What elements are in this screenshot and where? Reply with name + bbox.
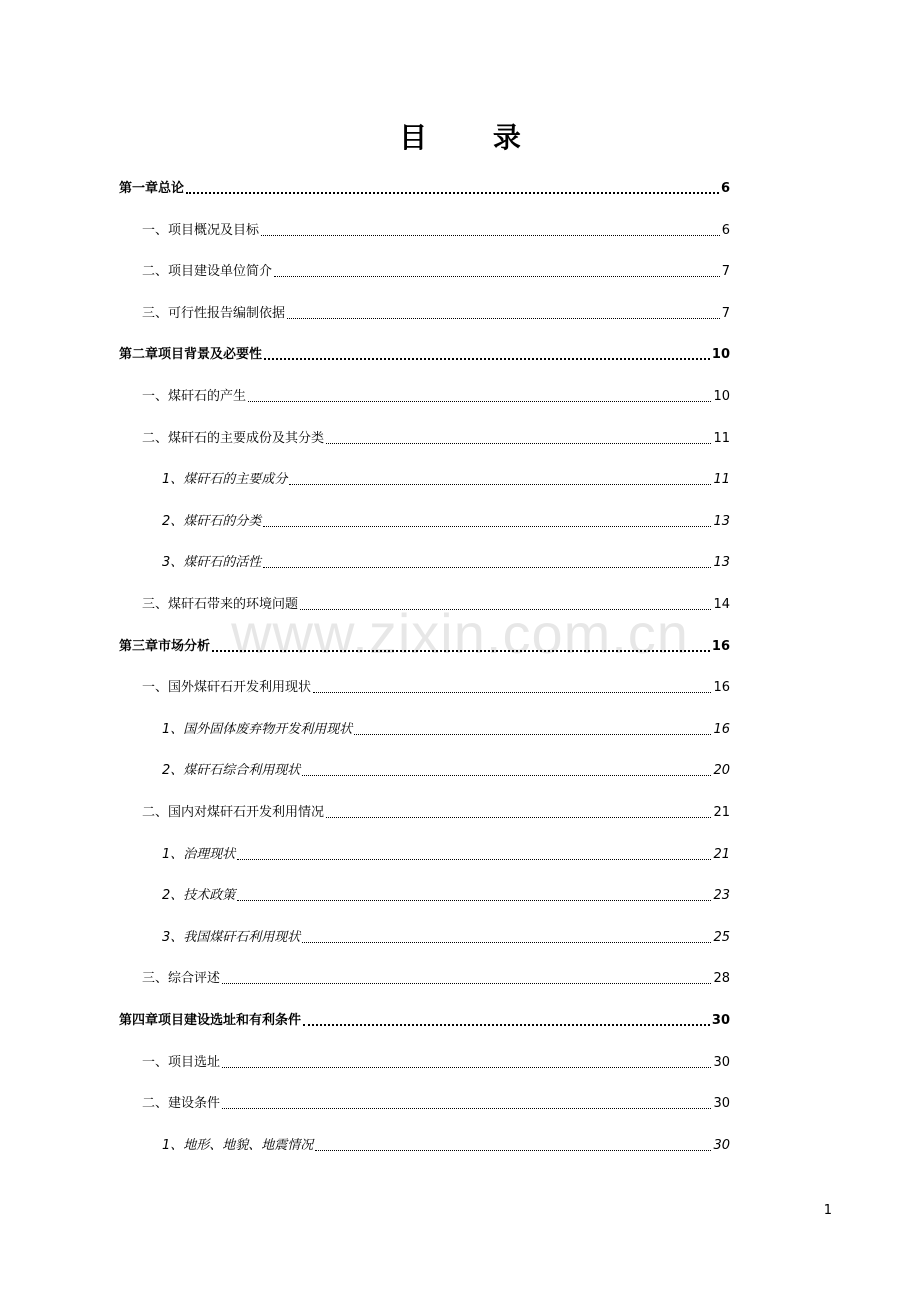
toc-entry-page: 7 bbox=[721, 264, 730, 280]
toc-entry-page: 11 bbox=[713, 430, 730, 446]
dot-leader bbox=[248, 401, 711, 402]
toc-entry-label: 2、技术政策 bbox=[162, 888, 236, 904]
toc-entry[interactable] bbox=[142, 675, 730, 697]
dot-leader bbox=[287, 318, 720, 319]
toc-entry-label: 1、地形、地貌、地震情况 bbox=[162, 1137, 314, 1153]
toc-entry[interactable] bbox=[162, 717, 730, 739]
dot-leader bbox=[186, 192, 719, 194]
toc-entry[interactable] bbox=[162, 883, 730, 905]
toc-entry-label: 一、煤矸石的产生 bbox=[142, 389, 247, 404]
dot-leader bbox=[212, 650, 710, 652]
toc-entry-page: 20 bbox=[713, 763, 730, 779]
dot-leader bbox=[274, 276, 720, 277]
dot-leader bbox=[222, 983, 711, 984]
toc-entry-label: 2、煤矸石综合利用现状 bbox=[162, 763, 301, 779]
toc-entry-label: 1、煤矸石的主要成分 bbox=[162, 472, 288, 488]
dot-leader bbox=[313, 692, 711, 693]
dot-leader bbox=[354, 734, 711, 735]
dot-leader bbox=[302, 942, 711, 943]
watermark: www.zixin.com.cn bbox=[231, 602, 689, 665]
toc-entry-page: 13 bbox=[713, 555, 730, 571]
toc-entry-page: 30 bbox=[713, 1096, 730, 1112]
toc-entry-label: 二、煤矸石的主要成份及其分类 bbox=[142, 430, 325, 446]
toc-entry[interactable] bbox=[162, 758, 730, 780]
toc-entry-page: 16 bbox=[711, 638, 730, 654]
toc-entry-label: 1、国外固体废弃物开发利用现状 bbox=[162, 721, 353, 737]
toc-entry-page: 30 bbox=[713, 1137, 730, 1153]
toc-entry-page: 25 bbox=[713, 929, 730, 945]
toc-entry-label: 二、国内对煤矸石开发利用情况 bbox=[142, 805, 325, 820]
page-number: 1 bbox=[823, 1203, 832, 1218]
toc-entry-page: 7 bbox=[721, 305, 730, 321]
dot-leader bbox=[326, 817, 711, 818]
dot-leader bbox=[222, 1067, 711, 1068]
toc-entry-page: 16 bbox=[713, 721, 730, 737]
toc-entry[interactable] bbox=[142, 218, 730, 240]
toc-entry-label: 第三章市场分析 bbox=[119, 638, 211, 654]
toc-entry-page: 21 bbox=[713, 805, 730, 820]
dot-leader bbox=[264, 358, 710, 360]
toc-entry-label: 三、可行性报告编制依据 bbox=[142, 305, 286, 321]
dot-leader bbox=[263, 526, 711, 527]
toc-entry-label: 第一章总论 bbox=[119, 181, 185, 196]
dot-leader bbox=[261, 235, 720, 236]
dot-leader bbox=[222, 1108, 711, 1109]
toc-entry-label: 第四章项目建设选址和有利条件 bbox=[119, 1013, 302, 1028]
toc-entry[interactable] bbox=[142, 1091, 730, 1113]
toc-entry[interactable] bbox=[142, 800, 730, 822]
toc-entry[interactable] bbox=[142, 301, 730, 323]
toc-entry-label: 一、项目选址 bbox=[142, 1054, 221, 1070]
toc-entry[interactable] bbox=[162, 550, 730, 572]
toc-entry[interactable] bbox=[119, 634, 730, 656]
toc-entry-label: 二、项目建设单位简介 bbox=[142, 264, 273, 280]
toc-entry-page: 14 bbox=[713, 597, 730, 612]
toc-entry[interactable] bbox=[119, 1008, 730, 1030]
dot-leader bbox=[300, 609, 711, 610]
toc-entry[interactable] bbox=[162, 925, 730, 947]
dot-leader bbox=[303, 1024, 710, 1026]
toc-entry[interactable] bbox=[162, 509, 730, 531]
toc-entry-page: 10 bbox=[711, 347, 730, 363]
toc-entry-page: 21 bbox=[713, 846, 730, 862]
toc-entry-label: 3、煤矸石的活性 bbox=[162, 555, 262, 571]
toc-entry[interactable] bbox=[142, 592, 730, 614]
toc-entry-label: 三、综合评述 bbox=[142, 971, 221, 987]
toc-entry-label: 3、我国煤矸石利用现状 bbox=[162, 929, 301, 945]
toc-entry[interactable] bbox=[142, 259, 730, 281]
dot-leader bbox=[237, 900, 711, 901]
toc-entry-page: 30 bbox=[711, 1013, 730, 1028]
toc-entry-label: 二、建设条件 bbox=[142, 1096, 221, 1112]
toc-entry[interactable] bbox=[119, 342, 730, 364]
toc-entry-page: 13 bbox=[713, 513, 730, 529]
toc-entry-page: 23 bbox=[713, 888, 730, 904]
toc-entry[interactable] bbox=[162, 842, 730, 864]
toc-entry-label: 一、项目概况及目标 bbox=[142, 222, 260, 238]
toc-entry-page: 11 bbox=[713, 472, 730, 488]
toc-entry[interactable] bbox=[142, 426, 730, 448]
dot-leader bbox=[326, 443, 711, 444]
toc-entry-label: 1、治理现状 bbox=[162, 846, 236, 862]
toc-entry-label: 第二章项目背景及必要性 bbox=[119, 347, 263, 363]
dot-leader bbox=[237, 859, 711, 860]
toc-entry-label: 2、煤矸石的分类 bbox=[162, 513, 262, 529]
toc-entry[interactable] bbox=[142, 384, 730, 406]
dot-leader bbox=[263, 567, 711, 568]
toc-entry-page: 6 bbox=[720, 181, 730, 196]
toc-entry-page: 16 bbox=[713, 680, 730, 696]
toc-entry-label: 三、煤矸石带来的环境问题 bbox=[142, 597, 299, 612]
toc-entry-page: 10 bbox=[713, 389, 730, 404]
toc-entry[interactable] bbox=[142, 1050, 730, 1072]
dot-leader bbox=[302, 775, 711, 776]
toc-entry[interactable] bbox=[162, 1133, 730, 1155]
dot-leader bbox=[315, 1150, 711, 1151]
toc-entry[interactable] bbox=[119, 176, 730, 198]
page-title: 目 录 bbox=[399, 121, 549, 154]
toc-entry[interactable] bbox=[142, 966, 730, 988]
toc-entry[interactable] bbox=[162, 467, 730, 489]
dot-leader bbox=[289, 484, 711, 485]
toc-entry-page: 30 bbox=[713, 1054, 730, 1070]
toc-entry-page: 6 bbox=[721, 222, 730, 238]
toc-entry-label: 一、国外煤矸石开发利用现状 bbox=[142, 680, 312, 696]
toc-entry-page: 28 bbox=[713, 971, 730, 987]
